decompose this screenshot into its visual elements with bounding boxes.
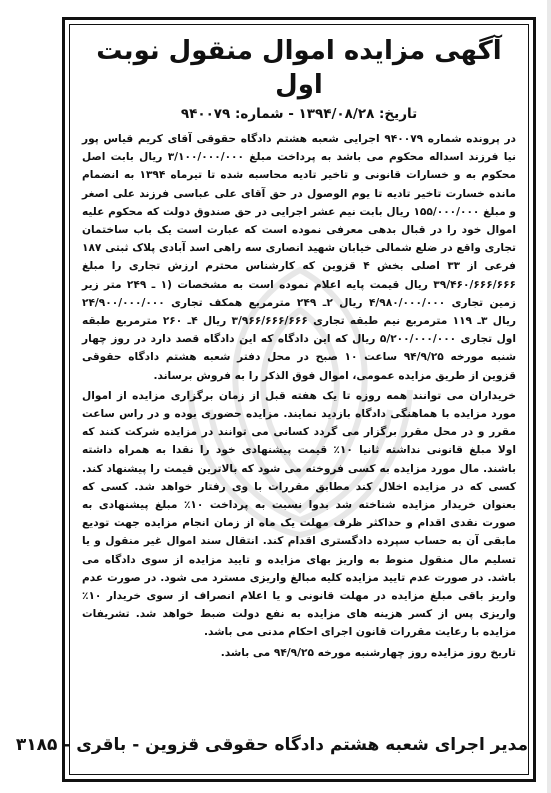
notice-signature: مدیر اجرای شعبه هشتم دادگاه حقوقی قزوین - باقری - ۳۱۸۵ [15,735,528,755]
notice-paragraph-3: تاریخ روز مزایده روز چهارشنبه مورخه ۹۴/۹/۲۵ می باشد. [220,646,516,659]
notice-body [82,28,516,662]
notice-paragraph-1: در پرونده شماره ۹۴۰۰۷۹ اجرایی شعبه هشتم دادگاه حقوقی آقای کریم قیاس پور نیا فرزند اسداله محکوم می باشد به پرداخت مبلغ ۳/۱۰۰/۰۰۰/۰۰۰ ریال بابت اصل محکوم به و خسارات قانونی و تاخیر تادیه محاسبه شده تا تیرماه ۱۳۹۴ به انضمام مانده خسارت تاخیر تادیه تا یوم الوصول در حق آقای علی عباسی فرزند علی اصغر و مبلغ ۱۵۵/۰۰۰/۰۰۰ ریال بابت نیم عشر اجرایی در حق صندوق دولت که محکوم علیه اموال خود را در قبال بدهی معرفی نموده است که عبارت است یک باب ساختمان تجاری واقع در ضلع شمالی خیابان شهید انصاری سه راهی اسد آبادی پلاک ثبتی ۱۸۷ فرعی از ۳۳ اصلی بخش ۴ قزوین که کارشناس محترم ارزش تجاری را مبلغ ۳۹/۴۶۰/۶۶۶/۶۶۶ ریال قیمت پایه اعلام نموده است به مشخصات (۱ ـ ۲۴۹ متر زیر زمین تجاری ۴/۹۸۰/۰۰۰/۰۰۰ ریال ۲ـ ۲۴۹ مترمربع همکف تجاری ۲۴/۹۰۰/۰۰۰/۰۰۰ ریال ۳ـ ۱۱۹ مترمربع نیم طبقه تجاری ۳/۹۶۶/۶۶۶/۶۶۶ ریال ۴ـ ۲۶۰ مترمربع طبقه اول تجاری ۵/۲۰۰/۰۰۰/۰۰۰ ریال که این دادگاه که این دادگاه قصد دارد در روز چهار شنبه مورخه ۹۴/۹/۲۵ ساعت ۱۰ صبح در محل دفتر شعبه هشتم دادگاه حقوقی قزوین از طریق مزایده عمومی، اموال فوق الذکر را به فروش برساند. [82,133,517,382]
notice-paragraph-2: خریداران می توانند همه روزه تا یک هفته قبل از زمان برگزاری مزایده از اموال مورد مزایده با هماهنگی دادگاه بازدید نمایند. مزایده حضوری بوده و در راس ساعت مقرر و در محل مقرر برگزار می گردد کسانی می توانند در مزایده شرکت کنند که اولا مبلغ قانونی نداشته ثانیا ۱۰٪ قیمت پیشنهادی خود را نقدا به همراه داشته باشند. مال مورد مزایده به کسی فروخته می شود که بالاترین قیمت را پیشنهاد کند. کسی که در مزایده اخلال کند مطابق مقررات با وی رفتار خواهد شد. کسی که بعنوان خریدار مزایده شناخته شد بدوا نسبت به پرداخت ۱۰٪ مبلغ پیشنهادی به صورت نقدی اقدام و حداکثر ظرف مهلت یک ماه از زمان انجام مزایده جهت تودیع مابقی آن به حساب سپرده دادگستری اقدام کند. انتقال سند اموال غیر منقول و یا تسلیم مال منقول منوط به واریز بهای مزایده و تایید مزایده از سوی دادگاه می باشد. در صورت عدم تایید مزایده کلیه مبالغ واریزی مسترد می شود. در صورت عدم واریز باقی مبلغ مزایده در مهلت قانونی و یا اعلام انصراف از سوی خریدار ۱۰٪ واریزی پس از کسر هزینه های مزایده به نفع دولت ضبط خواهد شد. تشریفات مزایده با رعایت مقررات قانون اجرای احکام مدنی می باشد. [82,389,516,639]
notice-date-number: تاریخ: ۱۳۹۴/۰۸/۲۸ - شماره: ۹۴۰۰۷۹ [180,106,418,122]
notice-title: آگهی مزایده اموال منقول نوبت اول [96,36,502,100]
scan-edge [547,0,551,793]
